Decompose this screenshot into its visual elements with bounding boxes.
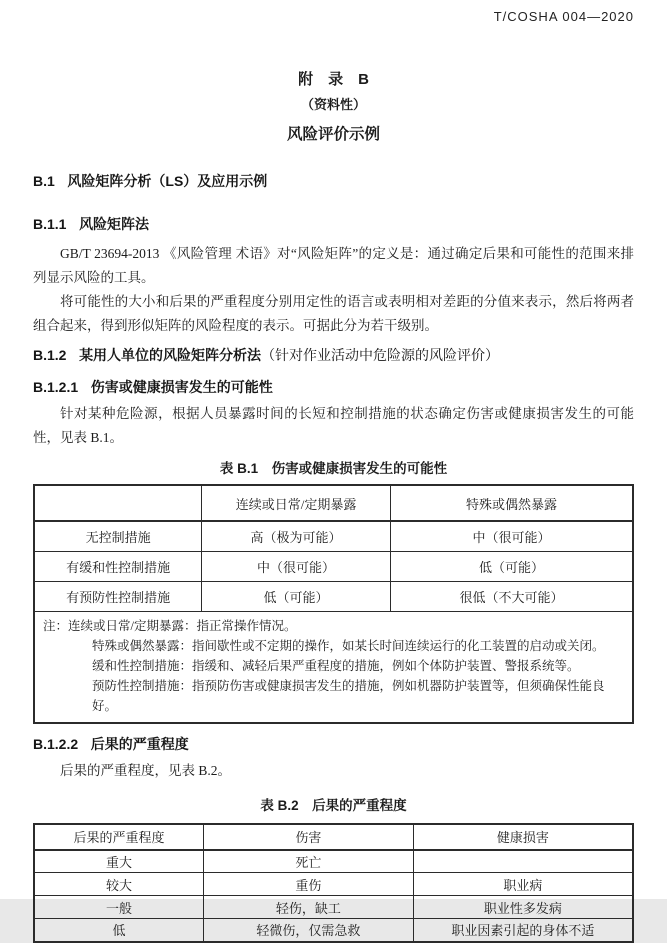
appendix-label: 附 录 B [298,71,369,88]
note-label: 注： [43,618,69,633]
table-cell [413,850,633,873]
paragraph-definition: GB/T 23694-2013 《风险管理 术语》对“风险矩阵”的定义是：通过确定后果和可能性的范围来排列显示风险的工具。 [33,246,634,285]
heading-b1-2-1-title: 伤害或健康损害发生的可能性 [90,379,273,395]
note-line-2: 特殊或偶然暴露：指间歇性或不定期的操作，如某长时间连续运行的化工装置的启动或关闭。 [92,638,605,653]
paragraph-matrix-method: 将可能性的大小和后果的严重程度分别用定性的语言或表明相对差距的分值来表示，然后将两者组合起来，得到形似矩阵的风险程度的表示。可据此分为若干级别。 [33,294,634,333]
table-cell: 轻微伤，仅需急救 [204,919,414,942]
table-row [34,581,633,611]
table-b1-header-row [34,485,633,521]
table-cell: 无控制措施 [34,521,202,551]
table-row [34,896,633,919]
table-cell: 中（很可能） [390,521,633,551]
table-row [34,873,633,896]
table-b2 [33,823,634,943]
table-b1-notes-row [34,611,633,723]
note-text-1: 连续或日常/定期暴露：指正常操作情况。 [68,618,297,633]
table-b1-header-empty [34,485,202,521]
table-row [34,919,633,942]
table-cell: 低（可能） [202,581,391,611]
heading-b1-2-2-title: 后果的严重程度 [90,735,189,752]
table-cell: 一般 [34,896,204,919]
heading-b1-2-1 [33,377,634,397]
table-b1-header-continuous-exposure: 连续或日常/定期暴露 [202,485,391,521]
paragraph-severity: 后果的严重程度，见表 B.2。 [60,762,232,778]
table-row [34,551,633,581]
heading-b1-1-title: 风险矩阵法 [79,216,150,232]
note-line-1 [43,616,624,636]
table-row [34,850,633,873]
doc-code: T/COSHA 004—2020 [493,9,634,24]
table-cell: 低（可能） [390,551,633,581]
table-cell: 职业性多发病 [413,896,633,919]
table-b1-header-occasional-exposure: 特殊或偶然暴露 [390,485,633,521]
heading-b1-2-number: B.1.2 [33,347,67,363]
table-cell: 有缓和性控制措施 [34,551,202,581]
table-cell: 低 [34,919,204,942]
table-b2-header-health-damage: 健康损害 [413,824,633,850]
table-row [34,521,633,551]
note-line-4: 预防性控制措施：指预防伤害或健康损害发生的措施，例如机器防护装置等，但须确保性能良好。 [92,678,605,713]
heading-b1 [33,171,634,191]
table-cell: 重伤 [204,873,414,896]
table-cell: 职业病 [413,873,633,896]
table-b2-header-row [34,824,633,850]
table-b2-caption: 表 B.2 后果的严重程度 [260,797,407,813]
table-b2-header-injury: 伤害 [204,824,414,850]
heading-b1-number: B.1 [33,173,55,189]
table-cell: 职业因素引起的身体不适 [413,919,633,942]
heading-b1-2-1-number: B.1.2.1 [33,379,79,395]
appendix-title: 风险评价示例 [286,126,380,143]
heading-b1-2-2-number: B.1.2.2 [33,735,79,752]
note-line-3: 缓和性控制措施：指缓和、减轻后果严重程度的措施，例如个体防护装置、警报系统等。 [92,658,580,673]
table-b1-notes [34,611,633,723]
heading-b1-title: 风险矩阵分析（LS）及应用示例 [67,173,268,189]
table-cell: 中（很可能） [202,551,391,581]
table-b2-header-severity: 后果的严重程度 [34,824,204,850]
heading-b1-2-suffix: （针对作业活动中危险源的风险评价） [261,349,500,364]
table-cell: 重大 [34,850,204,873]
table-cell: 高（极为可能） [202,521,391,551]
table-cell: 死亡 [204,850,414,873]
table-cell: 轻伤，缺工 [204,896,414,919]
heading-b1-1 [33,214,634,234]
table-b1 [33,484,634,724]
paragraph-likelihood: 针对某种危险源，根据人员暴露时间的长短和控制措施的状态确定伤害或健康损害发生的可能性，见表 B.1。 [33,406,634,445]
table-cell: 很低（不大可能） [390,581,633,611]
heading-b1-1-number: B.1.1 [33,216,67,232]
heading-b1-2-title: 某用人单位的风险矩阵分析法 [79,347,262,363]
heading-b1-2-2 [33,734,634,754]
appendix-type: （资料性） [300,97,366,112]
table-cell: 有预防性控制措施 [34,581,202,611]
table-b1-caption: 表 B.1 伤害或健康损害发生的可能性 [219,461,448,476]
table-cell: 较大 [34,873,204,896]
heading-b1-2 [33,345,634,365]
